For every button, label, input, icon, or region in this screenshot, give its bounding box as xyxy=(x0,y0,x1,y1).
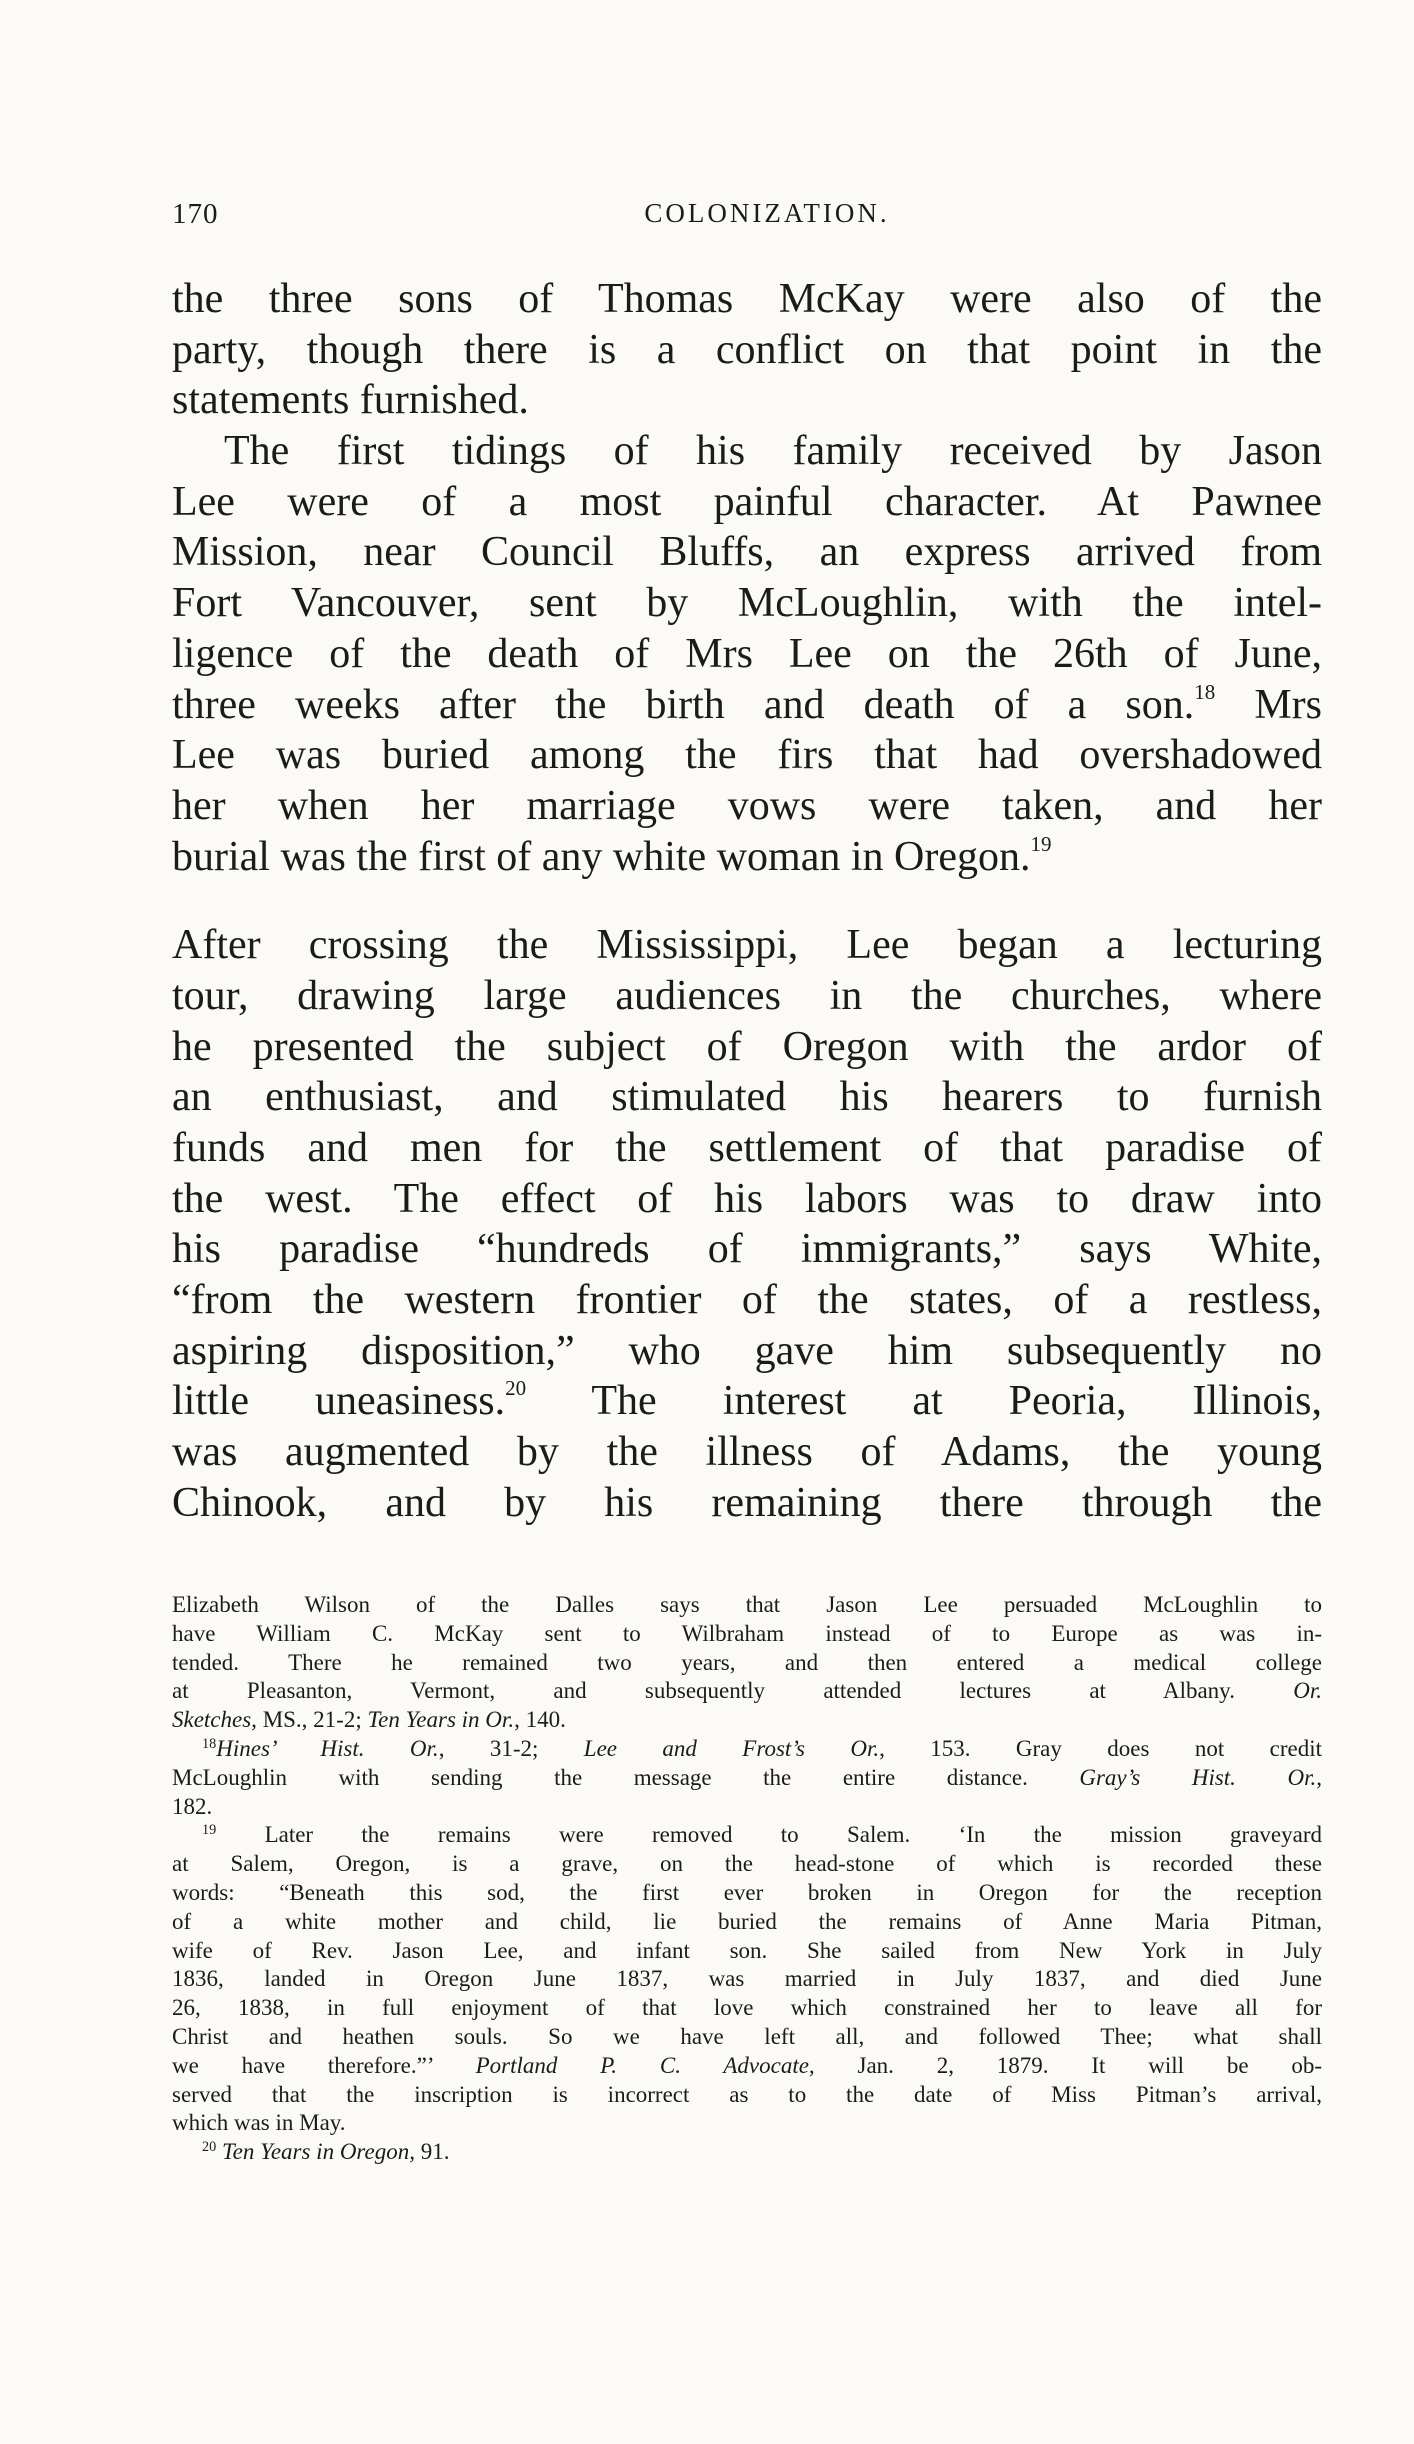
footnote-ref-20: 20 xyxy=(505,1376,527,1401)
body-line: the three sons of Thomas McKay were also of the xyxy=(172,276,1322,322)
footnotes xyxy=(172,1591,1322,2167)
body-line: aspiring disposition,” who gave him subsequently no xyxy=(172,1327,1322,1374)
footnote-citation: Gray’s Hist. Or. xyxy=(1079,1764,1317,1790)
footnote-number: 19 xyxy=(202,1822,217,1839)
body-line: Lee was buried among the firs that had overshadowed xyxy=(172,732,1322,779)
footnote-citation: Or. xyxy=(1234,1678,1322,1704)
body-line: was augmented by the illness of Adams, the young xyxy=(172,1429,1322,1476)
footnote-ref-19: 19 xyxy=(1030,831,1052,856)
footnote-citation: Hines’ Hist. Or. xyxy=(216,1735,439,1761)
footnote-18 xyxy=(172,1735,1322,1764)
body-line: funds and men for the settlement of that paradise of xyxy=(172,1125,1322,1171)
footnote-line: words: “Beneath this sod, the first ever broken in Oregon for the reception xyxy=(172,1879,1322,1905)
footnote-line: tended. There he remained two years, and then entered a medical college xyxy=(172,1649,1322,1675)
footnote-line xyxy=(172,1706,1322,1735)
body-line-text: Mrs xyxy=(1215,681,1322,728)
footnote-citation: Ten Years in Or. xyxy=(367,1707,515,1733)
footnote-number: 20 xyxy=(202,2139,217,2156)
body-line: statements furnished. xyxy=(172,377,529,424)
footnote-text: , 153. Gray does not credit xyxy=(879,1735,1322,1761)
footnote-text: we have therefore.”’ xyxy=(172,2052,433,2078)
paragraph-gap xyxy=(172,882,1322,920)
body-line: he presented the subject of Oregon with the ardor of xyxy=(172,1023,1322,1070)
body-line-text: The interest at Peoria, Illinois, xyxy=(526,1378,1322,1425)
body-line: Lee were of a most painful character. At Pawnee xyxy=(172,478,1322,525)
running-header xyxy=(172,198,1322,232)
body-line: Fort Vancouver, sent by McLoughlin, with the intel- xyxy=(172,580,1322,627)
footnote-text: Jan. 2, 1879. It will be ob- xyxy=(814,2052,1323,2078)
footnote-line: 182. xyxy=(172,1793,213,1819)
footnote-citation: Portland P. C. Advocate, xyxy=(475,2052,815,2078)
body-line: tour, drawing large audiences in the churches, where xyxy=(172,972,1322,1019)
footnote-line: Christ and heathen souls. So we have left all, and followed Thee; what shall xyxy=(172,2023,1322,2049)
footnote-19 xyxy=(172,1821,1322,1850)
body-text xyxy=(172,274,1322,1529)
footnote-citation: Lee and Frost’s Or. xyxy=(583,1735,880,1761)
footnote-line: wife of Rev. Jason Lee, and infant son. She sailed from New York in July xyxy=(172,1937,1322,1963)
footnote-citation: Ten Years in Oregon, xyxy=(222,2139,415,2165)
footnote-text: McLoughlin with sending the message the entire distance. xyxy=(172,1764,1028,1790)
body-line-text: little uneasiness. xyxy=(172,1378,506,1425)
footnote-line: of a white mother and child, lie buried the remains of Anne Maria Pitman, xyxy=(172,1908,1322,1934)
footnote-line xyxy=(172,1677,1322,1706)
footnote-text: , 140. xyxy=(514,1707,566,1733)
footnote-text: at Pleasanton, Vermont, and subsequently attended lectures at Albany. xyxy=(172,1678,1235,1704)
footnote-text: MS., 21-2; xyxy=(256,1707,368,1733)
footnote-text: , 31-2; xyxy=(438,1735,584,1761)
footnote-text: 91. xyxy=(414,2139,450,2165)
footnote-line xyxy=(172,2052,1322,2081)
footnote-text: Later the remains were removed to Salem. ‘In the mission graveyard xyxy=(264,1822,1322,1848)
body-line xyxy=(172,832,1322,883)
footnote-text: , xyxy=(1316,1764,1322,1790)
footnote-line: served that the inscription is incorrect as to the date of Miss Pitman’s arrival, xyxy=(172,2081,1322,2107)
body-line: party, though there is a conflict on that point in the xyxy=(172,326,1322,373)
body-line: ligence of the death of Mrs Lee on the 26th of June, xyxy=(172,630,1322,677)
body-line: The first tidings of his family received by Jason xyxy=(224,428,1322,475)
footnote-number: 18 xyxy=(202,1736,217,1753)
footnote-line: have William C. McKay sent to Wilbraham instead of to Europe as was in- xyxy=(172,1620,1322,1646)
body-line: her when her marriage vows were taken, and her xyxy=(172,782,1322,829)
body-line: the west. The effect of his labors was to draw into xyxy=(172,1175,1322,1222)
body-line-text: burial was the first of any white woman in Oregon. xyxy=(172,833,1031,880)
body-line: “from the western frontier of the states, of a restless, xyxy=(172,1277,1322,1324)
body-line xyxy=(172,1376,1322,1427)
footnote-line: at Salem, Oregon, is a grave, on the head-stone of which is recorded these xyxy=(172,1851,1322,1877)
running-title: COLONIZATION. xyxy=(644,198,890,228)
page-number: 170 xyxy=(172,198,219,230)
footnote-line: 1836, landed in Oregon June 1837, was married in July 1837, and died June xyxy=(172,1966,1322,1992)
footnote-line: which was in May. xyxy=(172,2110,346,2136)
body-line-text: three weeks after the birth and death of a son. xyxy=(172,681,1195,728)
footnote-line: 26, 1838, in full enjoyment of that love which constrained her to leave all for xyxy=(172,1995,1322,2021)
body-line: After crossing the Mississippi, Lee began a lecturing xyxy=(172,922,1322,969)
body-line: an enthusiast, and stimulated his hearers to furnish xyxy=(172,1074,1322,1121)
footnote-20 xyxy=(172,2138,1322,2167)
body-line: Chinook, and by his remaining there through the xyxy=(172,1479,1322,1526)
footnote-line xyxy=(172,1764,1322,1793)
footnote-citation: Sketches, xyxy=(172,1707,257,1733)
footnote-ref-18: 18 xyxy=(1194,679,1216,704)
body-line: Mission, near Council Bluffs, an express arrived from xyxy=(172,529,1322,576)
body-line: his paradise “hundreds of immigrants,” says White, xyxy=(172,1226,1322,1273)
footnote-line: Elizabeth Wilson of the Dalles says that Jason Lee persuaded McLoughlin to xyxy=(172,1592,1322,1617)
body-line xyxy=(172,680,1322,731)
